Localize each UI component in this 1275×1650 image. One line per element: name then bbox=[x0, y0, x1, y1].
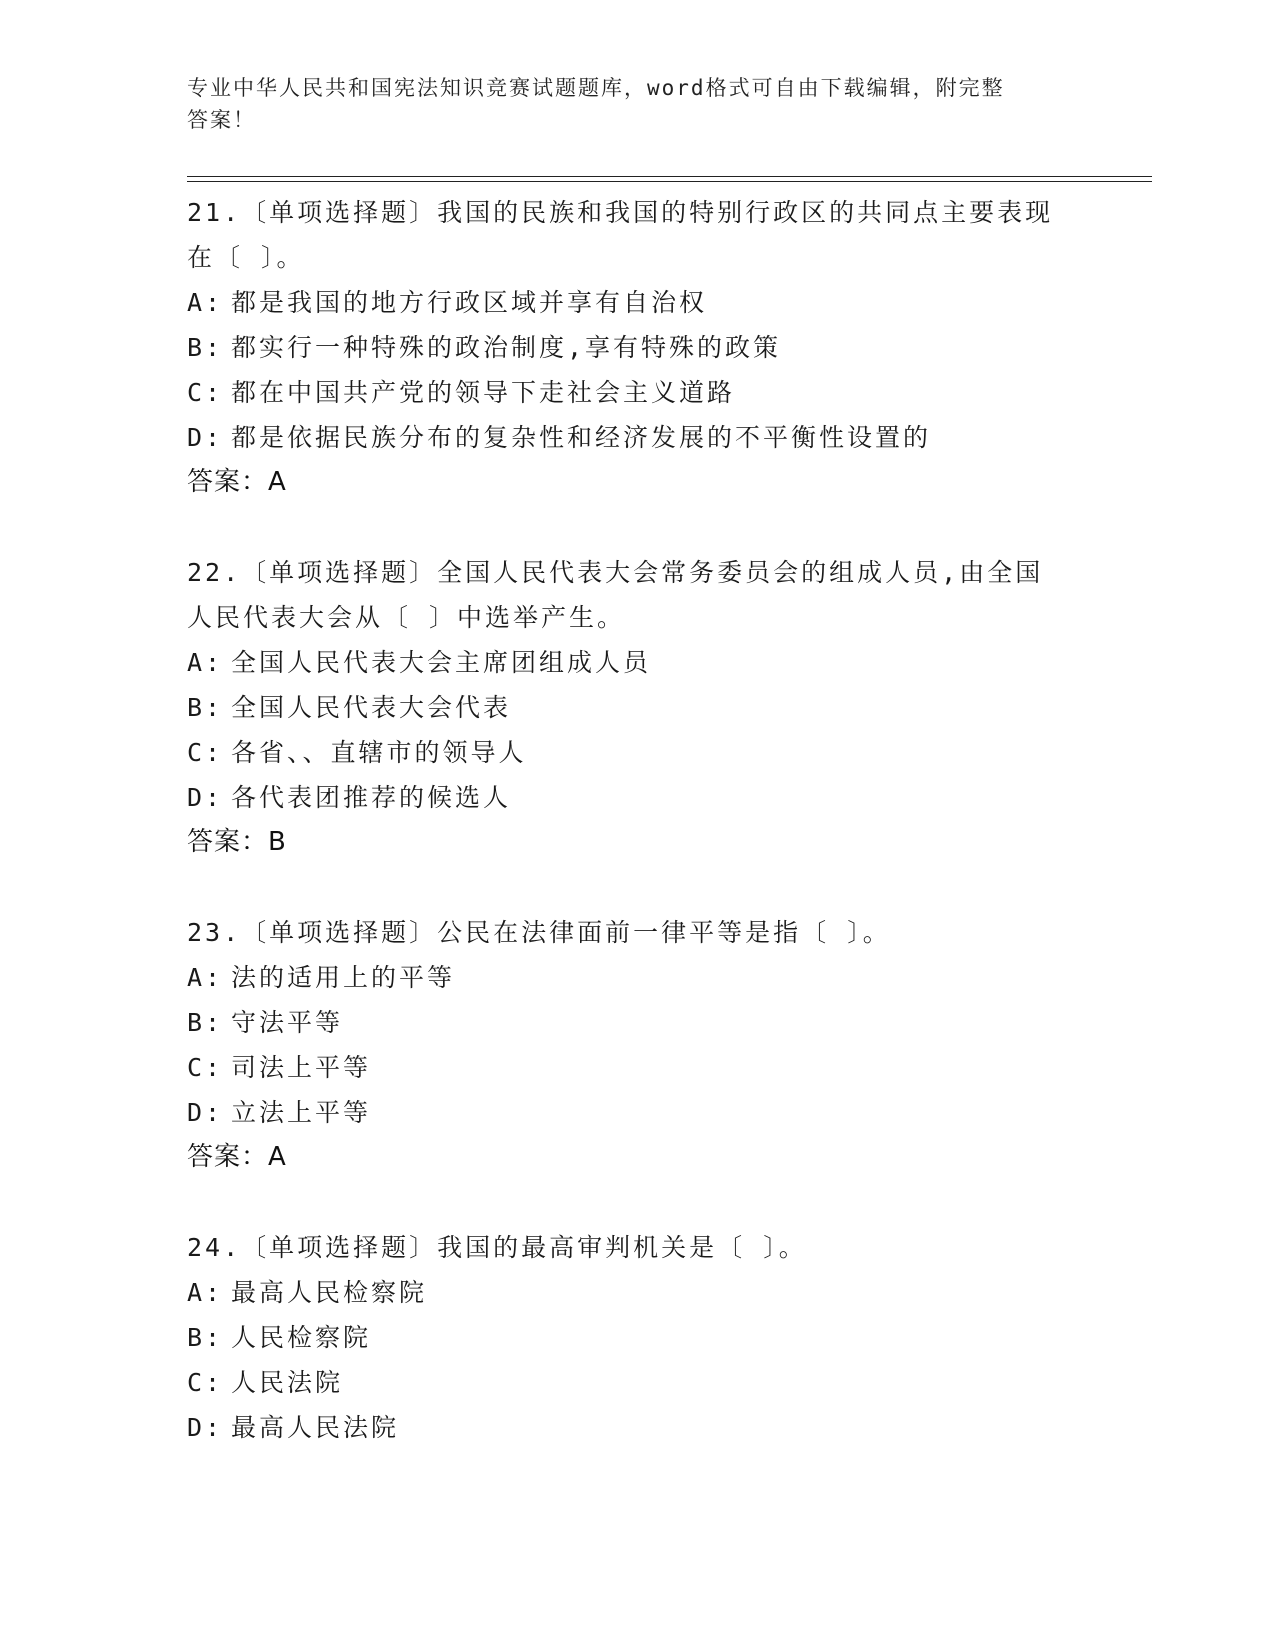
option-d bbox=[187, 1090, 1087, 1135]
document-header bbox=[187, 72, 1067, 136]
answer-line: 答案：B bbox=[187, 827, 287, 857]
question-stem-continued: 人民代表大会从〔 〕中选举产生。 bbox=[187, 603, 626, 632]
option-text: 都实行一种特殊的政治制度,享有特殊的政策 bbox=[231, 333, 782, 362]
option-text: 法的适用上的平等 bbox=[231, 963, 456, 992]
question-stem: 22.〔单项选择题〕全国人民代表大会常务委员会的组成人员,由全国 bbox=[187, 558, 1044, 587]
header-line-2: 答案！ bbox=[187, 108, 256, 132]
option-key: C: bbox=[187, 1368, 224, 1397]
option-text: 最高人民法院 bbox=[231, 1413, 400, 1442]
option-b bbox=[187, 685, 1087, 730]
option-key: D: bbox=[187, 783, 224, 812]
option-c bbox=[187, 730, 1087, 775]
option-text: 都是我国的地方行政区域并享有自治权 bbox=[231, 288, 708, 317]
answer-line: 答案：A bbox=[187, 1142, 287, 1172]
question-21 bbox=[187, 190, 1087, 505]
option-c bbox=[187, 1360, 1087, 1405]
option-text: 各省、、直辖市的领导人 bbox=[231, 738, 527, 767]
option-key: C: bbox=[187, 738, 224, 767]
option-text: 最高人民检察院 bbox=[231, 1278, 428, 1307]
option-a bbox=[187, 1270, 1087, 1315]
option-key: D: bbox=[187, 1413, 224, 1442]
option-key: D: bbox=[187, 1098, 224, 1127]
option-key: C: bbox=[187, 1053, 224, 1082]
option-key: A: bbox=[187, 648, 224, 677]
option-d bbox=[187, 775, 1087, 820]
option-d bbox=[187, 415, 1087, 460]
option-key: B: bbox=[187, 693, 224, 722]
option-key: B: bbox=[187, 1008, 224, 1037]
option-text: 守法平等 bbox=[231, 1008, 344, 1037]
question-list bbox=[187, 190, 1087, 1495]
option-text: 都是依据民族分布的复杂性和经济发展的不平衡性设置的 bbox=[231, 423, 932, 452]
option-text: 全国人民代表大会主席团组成人员 bbox=[231, 648, 652, 677]
option-text: 司法上平等 bbox=[231, 1053, 372, 1082]
option-b bbox=[187, 325, 1087, 370]
option-text: 人民检察院 bbox=[231, 1323, 372, 1352]
option-key: A: bbox=[187, 1278, 224, 1307]
option-a bbox=[187, 955, 1087, 1000]
option-b bbox=[187, 1000, 1087, 1045]
header-line-1: 专业中华人民共和国宪法知识竞赛试题题库，word格式可自由下载编辑，附完整 bbox=[187, 76, 1005, 100]
option-text: 人民法院 bbox=[231, 1368, 344, 1397]
question-23 bbox=[187, 910, 1087, 1180]
option-key: D: bbox=[187, 423, 224, 452]
question-24 bbox=[187, 1225, 1087, 1450]
option-c bbox=[187, 1045, 1087, 1090]
header-divider-bottom bbox=[187, 181, 1152, 182]
option-key: A: bbox=[187, 963, 224, 992]
answer-line: 答案：A bbox=[187, 467, 287, 497]
option-key: A: bbox=[187, 288, 224, 317]
option-key: B: bbox=[187, 1323, 224, 1352]
option-a bbox=[187, 640, 1087, 685]
option-a bbox=[187, 280, 1087, 325]
question-stem-continued: 在〔 〕。 bbox=[187, 243, 305, 272]
option-b bbox=[187, 1315, 1087, 1360]
option-text: 立法上平等 bbox=[231, 1098, 372, 1127]
option-d bbox=[187, 1405, 1087, 1450]
option-text: 都在中国共产党的领导下走社会主义道路 bbox=[231, 378, 736, 407]
option-text: 各代表团推荐的候选人 bbox=[231, 783, 512, 812]
question-22 bbox=[187, 550, 1087, 865]
header-divider-top bbox=[187, 176, 1152, 177]
option-text: 全国人民代表大会代表 bbox=[231, 693, 512, 722]
question-stem: 23.〔单项选择题〕公民在法律面前一律平等是指〔 〕。 bbox=[187, 918, 891, 947]
option-key: B: bbox=[187, 333, 224, 362]
option-c bbox=[187, 370, 1087, 415]
question-stem: 24.〔单项选择题〕我国的最高审判机关是〔 〕。 bbox=[187, 1233, 807, 1262]
question-stem: 21.〔单项选择题〕我国的民族和我国的特别行政区的共同点主要表现 bbox=[187, 198, 1054, 227]
option-key: C: bbox=[187, 378, 224, 407]
